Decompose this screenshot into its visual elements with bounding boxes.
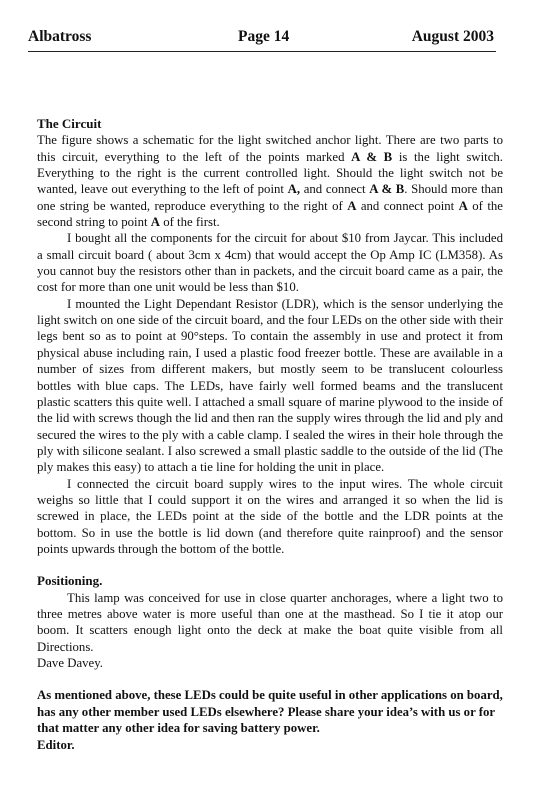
page-header [28,28,496,50]
page-number: Page 14 [238,28,290,45]
circuit-section [37,116,503,557]
publication-name: Albatross [28,28,92,45]
editor-note [37,687,503,753]
issue-date: August 2003 [411,28,494,45]
header-rule [28,51,496,52]
circuit-paragraph-4: I connected the circuit board supply wires to the input wires. The whole circuit weighs so little that I could support it on the wires and arranged it so when the lid is screwed in place, the LEDs point at the side of the bottle and the LDR points at the bottom. So in use the bottle is lid down (and therefore quite rainproof) and the sensor points upwards through the bottom of the bottle. [37,476,503,556]
circuit-paragraph-3: I mounted the Light Dependant Resistor (LDR), which is the sensor underlying the light switch on one side of the circuit board, and the four LEDs on the other side with their legs bent so as to point at 90°steps. To contain the assembly in use and protect it from physical abuse including rain, I used a plastic food freezer bottle. These are available in a number of sizes from different makers, but mostly seem to be translucent colourless bottles with blue caps. The LEDs, have fairly well formed beams and the translucent plastic scatters this quite well. I attached a small square of marine plywood to the inside of the lid with screws though the lid and then ran the supply wires through the lid and ply and secured the wires to the ply with a cable clamp. I sealed the wires in their hole through the ply with silicone sealant. I also screwed a small plastic saddle to the outside of the lid (The ply makes this easy) to attach a tie line for holding the unit in place. [37,296,503,475]
circuit-heading: The Circuit [37,116,102,131]
section-spacer [37,557,503,573]
editor-note-text: As mentioned above, these LEDs could be quite useful in other applications on board, has any other member used LEDs elsewhere? Please share your idea’s with us or for that matter any other idea for saving battery power. [37,688,503,736]
author-signature: Dave Davey. [37,656,103,670]
positioning-paragraph: This lamp was conceived for use in close quarter anchorages, where a light two to three metres above water is more useful than one at the masthead. So I tie it atop our boom. It scatters enough light onto the deck at make the boat quite visible from all Directions. [37,590,503,654]
circuit-paragraph-1: The figure shows a schematic for the light switched anchor light. There are two parts to this circuit, everything to the left of the points marked A & B is the light switch. Everything to the right is the current controlled light. Should the light switch not be wanted, leave out everything to the left of point A, and connect A & B. Should more than one string be wanted, reproduce everything to the right of A and connect point A of the second string to point A of the first. [37,133,503,230]
positioning-section [37,573,503,671]
circuit-paragraph-2: I bought all the components for the circuit for about $10 from Jaycar. This included a small circuit board ( about 3cm x 4cm) that would accept the Op Amp IC (LM358). As you cannot buy the resistors other than in packets, and the circuit board came as a pair, the cost for more than one unit would be less than $10. [37,231,503,295]
editor-signature: Editor. [37,737,75,752]
positioning-heading: Positioning. [37,573,103,589]
article-body [37,116,503,753]
